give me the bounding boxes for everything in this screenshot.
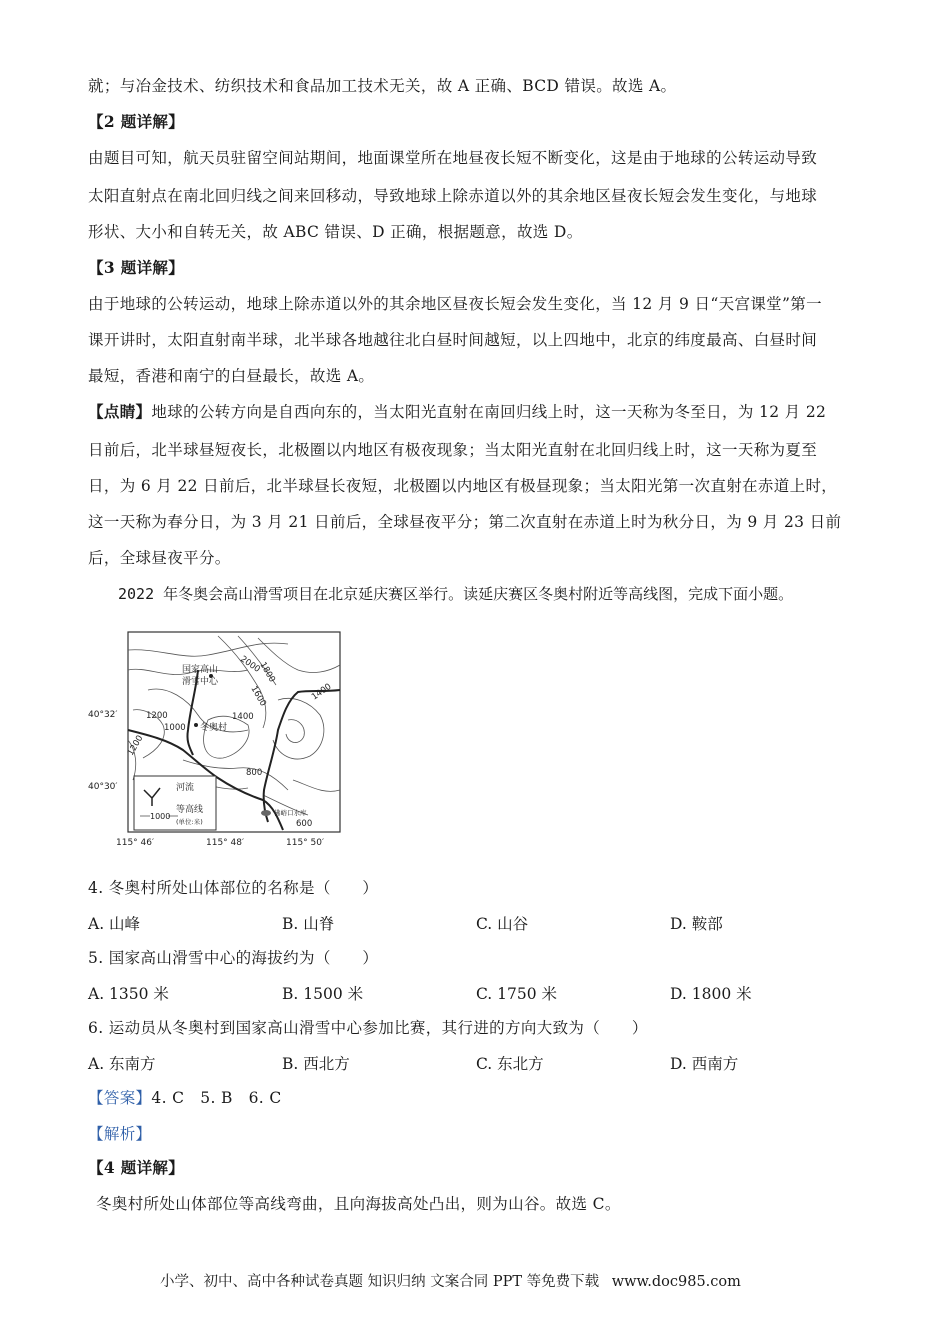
question-intro: 2022 年冬奥会高山滑雪项目在北京延庆赛区举行。读延庆赛区冬奥村附近等高线图，完成下面小题。 (118, 585, 794, 603)
answer-text: 4. C 5. B 6. C (151, 1089, 282, 1107)
text-line: 就；与冶金技术、纺织技术和食品加工技术无关，故 A 正确、BCD 错误。故选 A。 (88, 77, 677, 95)
section-heading-q2: 【2 题详解】 (88, 112, 185, 131)
q6-option-b: B. 西北方 (282, 1055, 350, 1073)
lat-label-bottom: 40°30′ (88, 782, 118, 792)
text-line: 地球的公转方向是自西向东的，当太阳光直射在南回归线上时，这一天称为冬至日，为 12 月 22 (151, 403, 827, 421)
lon-label-3: 115° 50′ (286, 838, 325, 848)
ski-center-label: 国家高山 (182, 665, 219, 675)
section-heading-q4: 【4 题详解】 (88, 1158, 185, 1177)
section-heading-q3: 【3 题详解】 (88, 258, 185, 277)
q4-option-c: C. 山谷 (476, 915, 529, 933)
map-legend (134, 776, 216, 830)
q6-option-a: A. 东南方 (88, 1055, 156, 1073)
text-line: 形状、大小和自转无关，故 ABC 错误、D 正确，根据题意，故选 D。 (88, 223, 583, 241)
legend-sample-value: 1000 (150, 812, 171, 821)
lon-label-2: 115° 48′ (206, 838, 245, 848)
contour-label: 1800 (257, 660, 277, 685)
contour-label: 600 (296, 819, 313, 829)
lat-label-top: 40°32′ (88, 710, 118, 720)
contour-label: 1000 (164, 723, 186, 733)
analysis-label: 【解析】 (88, 1125, 152, 1143)
text-line: 由题目可知，航天员驻留空间站期间，地面课堂所在地昼夜长短不断变化，这是由于地球的公转运动导致 (88, 149, 818, 167)
text-line: 由于地球的公转运动，地球上除赤道以外的其余地区昼夜长短会发生变化，当 12 月 9 日“天宫课堂”第一 (88, 295, 822, 313)
q4-option-a: A. 山峰 (88, 915, 141, 933)
tip-label: 【点睛】 (88, 402, 152, 421)
village-label: 冬奥村 (200, 723, 228, 733)
reservoir-label: 佛峪口水库 (274, 809, 307, 817)
q5-option-c: C. 1750 米 (476, 985, 558, 1003)
text-line: 后，全球昼夜平分。 (88, 549, 231, 567)
q4-option-d: D. 鞍部 (670, 915, 723, 933)
question-6: 6. 运动员从冬奥村到国家高山滑雪中心参加比赛，其行进的方向大致为（ ） (88, 1019, 648, 1037)
legend-contour-label: 等高线 (176, 805, 204, 815)
contour-label: 1200 (125, 733, 146, 758)
contour-label: 1400 (309, 681, 334, 703)
answer-label: 【答案】 (88, 1089, 152, 1107)
lon-label-1: 115° 46′ (116, 838, 155, 848)
text-line: 太阳直射点在南北回归线之间来回移动，导致地球上除赤道以外的其余地区昼夜长短会发生变化，与地球 (88, 187, 818, 205)
q5-option-d: D. 1800 米 (670, 985, 752, 1003)
q6-option-d: D. 西南方 (670, 1055, 739, 1073)
village-marker (194, 723, 198, 727)
text-line: 冬奥村所处山体部位等高线弯曲，且向海拔高处凸出，则为山谷。故选 C。 (96, 1195, 621, 1213)
q6-option-c: C. 东北方 (476, 1055, 544, 1073)
contour-map (88, 630, 348, 848)
legend-river-label: 河流 (176, 783, 195, 793)
answer-line (88, 1088, 868, 1108)
footer-text: 小学、初中、高中各种试卷真题 知识归纳 文案合同 PPT 等免费下载 (160, 1274, 600, 1290)
question-4: 4. 冬奥村所处山体部位的名称是（ ） (88, 879, 379, 897)
ski-center-label: 滑雪中心 (182, 677, 219, 687)
q4-option-b: B. 山脊 (282, 915, 335, 933)
text-line: 这一天称为春分日，为 3 月 21 日前后，全球昼夜平分；第二次直射在赤道上时为秋分日，为 9 月 23 日前 (88, 513, 842, 531)
contour-label: 1200 (146, 711, 168, 721)
tip-paragraph-start (88, 402, 868, 422)
contour-label: 800 (246, 768, 263, 778)
q5-option-b: B. 1500 米 (282, 985, 364, 1003)
contour-label: 2000 (238, 654, 262, 675)
text-line: 课开讲时，太阳直射南半球，北半球各地越往北白昼时间越短，以上四地中，北京的纬度最高、白昼时间 (88, 331, 818, 349)
footer-site: www.doc985.com (611, 1274, 741, 1290)
q5-option-a: A. 1350 米 (88, 985, 169, 1003)
question-5: 5. 国家高山滑雪中心的海拔约为（ ） (88, 949, 379, 967)
text-line: 日前后，北半球昼短夜长，北极圈以内地区有极夜现象；当太阳光直射在北回归线上时，这一天称为夏至 (88, 441, 818, 459)
text-line: 最短，香港和南宁的白昼最长，故选 A。 (88, 367, 375, 385)
contour-label: 1600 (248, 684, 268, 709)
text-line: 日，为 6 月 22 日前后，北半球昼长夜短，北极圈以内地区有极昼现象；当太阳光第一次直射在赤道上时， (88, 477, 838, 495)
legend-unit-label: (单位:米) (176, 818, 203, 826)
contour-label: 1400 (232, 712, 254, 722)
page-footer (160, 1270, 741, 1291)
